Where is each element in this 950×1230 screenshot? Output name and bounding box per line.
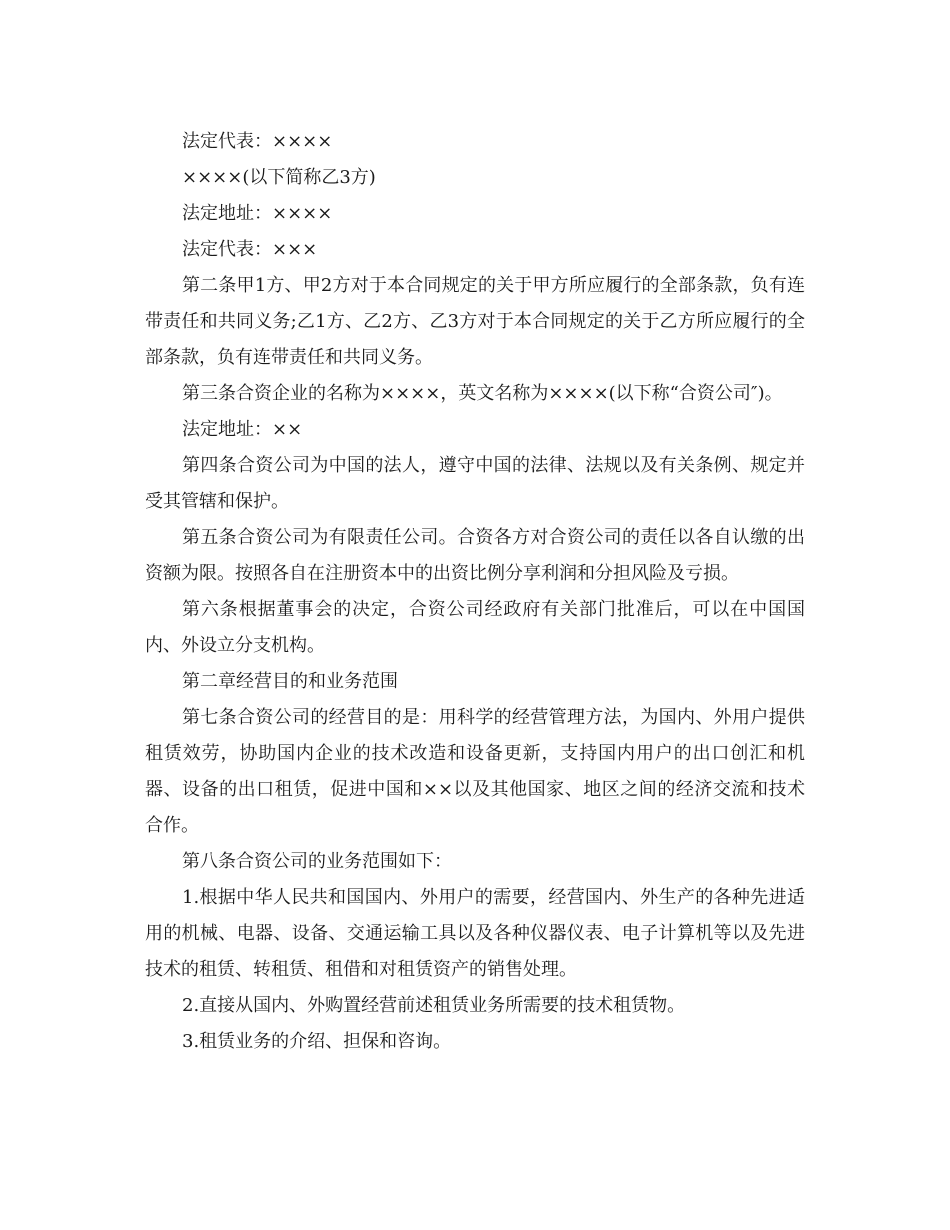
paragraph-legal-representative-1: 法定代表：×××× (182, 131, 333, 152)
paragraph-article-8: 第八条合资公司的业务范围如下： (182, 851, 452, 872)
list-item-1: 1.根据中华人民共和国国内、外用户的需要，经营国内、外生产的各种先进适用的机械、电器、设备、交通运输工具以及各种仪器仪表、电子计算机等以及先进技术的租赁、转租赁、租借和对租赁资产的销售处理。 (145, 887, 805, 980)
paragraph-legal-address-2: 法定地址：×× (182, 419, 303, 440)
paragraph-legal-address-1: 法定地址：×××× (182, 203, 333, 224)
paragraph-article-3: 第三条合资企业的名称为××××，英文名称为××××(以下称“合资公司″)。 (182, 383, 783, 404)
paragraph-article-6: 第六条根据董事会的决定，合资公司经政府有关部门批准后，可以在中国国内、外设立分支机构。 (145, 599, 805, 656)
list-item-3: 3.租赁业务的介绍、担保和咨询。 (182, 1031, 452, 1052)
list-item-2: 2.直接从国内、外购置经营前述租赁业务所需要的技术租赁物。 (182, 995, 686, 1016)
paragraph-article-2: 第二条甲1方、甲2方对于本合同规定的关于甲方所应履行的全部条款，负有连带责任和共同义务;乙1方、乙2方、乙3方对于本合同规定的关于乙方所应履行的全部条款，负有连带责任和共同义务。 (145, 275, 805, 368)
chapter-2-heading: 第二章经营目的和业务范围 (182, 671, 398, 692)
paragraph-article-4: 第四条合资公司为中国的法人，遵守中国的法律、法规以及有关条例、规定并受其管辖和保护。 (145, 455, 805, 512)
paragraph-party-b3-name: ××××(以下简称乙3方) (182, 167, 376, 188)
paragraph-article-7: 第七条合资公司的经营目的是：用科学的经营管理方法，为国内、外用户提供租赁效劳，协助国内企业的技术改造和设备更新，支持国内用户的出口创汇和机器、设备的出口租赁，促进中国和××以及其他国家、地区之间的经济交流和技术合作。 (145, 707, 805, 836)
paragraph-article-5: 第五条合资公司为有限责任公司。合资各方对合资公司的责任以各自认缴的出资额为限。按照各自在注册资本中的出资比例分享利润和分担风险及亏损。 (145, 527, 805, 584)
paragraph-legal-representative-2: 法定代表：××× (182, 239, 318, 260)
document-body (145, 124, 805, 1060)
